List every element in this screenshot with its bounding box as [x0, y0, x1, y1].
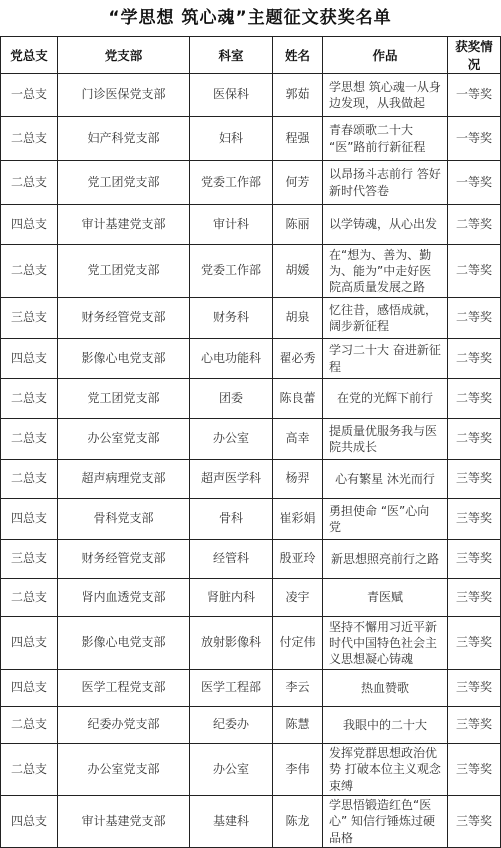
cell-work: 热血赞歌	[323, 670, 448, 707]
cell-branch: 二总支	[1, 419, 58, 460]
table-row	[1, 796, 501, 848]
table-row	[1, 379, 501, 419]
cell-work: 以昂扬斗志前行 答好新时代答卷	[323, 161, 448, 205]
cell-department: 办公室	[190, 419, 273, 460]
cell-department: 医保科	[190, 74, 273, 117]
table-row	[1, 744, 501, 796]
cell-name: 程强	[273, 117, 323, 161]
table-row	[1, 617, 501, 670]
cell-work: 以学铸魂，从心出发	[323, 205, 448, 245]
cell-award: 三等奖	[448, 707, 501, 744]
table-header-row	[1, 37, 501, 74]
cell-award: 三等奖	[448, 460, 501, 499]
cell-department: 骨科	[190, 499, 273, 540]
cell-branch: 四总支	[1, 499, 58, 540]
cell-name: 郭茹	[273, 74, 323, 117]
table-row	[1, 499, 501, 540]
cell-award: 三等奖	[448, 579, 501, 617]
cell-name: 付定伟	[273, 617, 323, 670]
cell-work: 学思想 筑心魂一从身边发现，从我做起	[323, 74, 448, 117]
header-award: 获奖情况	[448, 37, 501, 74]
cell-party-branch: 超声病理党支部	[58, 460, 190, 499]
table-row	[1, 117, 501, 161]
cell-name: 殷亚玲	[273, 540, 323, 579]
cell-name: 翟必秀	[273, 339, 323, 379]
cell-branch: 四总支	[1, 617, 58, 670]
cell-party-branch: 审计基建党支部	[58, 205, 190, 245]
cell-name: 何芳	[273, 161, 323, 205]
cell-award: 二等奖	[448, 419, 501, 460]
cell-department: 基建科	[190, 796, 273, 848]
cell-branch: 二总支	[1, 579, 58, 617]
cell-department: 心电功能科	[190, 339, 273, 379]
cell-party-branch: 财务经管党支部	[58, 540, 190, 579]
cell-award: 二等奖	[448, 298, 501, 339]
cell-award: 三等奖	[448, 540, 501, 579]
cell-party-branch: 办公室党支部	[58, 419, 190, 460]
cell-name: 凌宇	[273, 579, 323, 617]
cell-party-branch: 党工团党支部	[58, 379, 190, 419]
cell-work: 坚持不懈用习近平新时代中国特色社会主义思想凝心铸魂	[323, 617, 448, 670]
cell-party-branch: 肾内血透党支部	[58, 579, 190, 617]
cell-department: 党委工作部	[190, 245, 273, 298]
table-row	[1, 205, 501, 245]
cell-name: 崔彩娟	[273, 499, 323, 540]
cell-branch: 四总支	[1, 339, 58, 379]
table-row	[1, 245, 501, 298]
award-table	[0, 36, 501, 848]
header-work: 作品	[323, 37, 448, 74]
header-department: 科室	[190, 37, 273, 74]
cell-party-branch: 门诊医保党支部	[58, 74, 190, 117]
cell-work: 新思想照亮前行之路	[323, 540, 448, 579]
cell-name: 陈慧	[273, 707, 323, 744]
cell-award: 一等奖	[448, 117, 501, 161]
table-row	[1, 339, 501, 379]
cell-name: 胡媛	[273, 245, 323, 298]
cell-department: 党委工作部	[190, 161, 273, 205]
cell-work: 在党的光辉下前行	[323, 379, 448, 419]
cell-name: 李云	[273, 670, 323, 707]
cell-department: 放射影像科	[190, 617, 273, 670]
cell-party-branch: 影像心电党支部	[58, 339, 190, 379]
cell-branch: 一总支	[1, 74, 58, 117]
cell-branch: 二总支	[1, 117, 58, 161]
table-row	[1, 579, 501, 617]
cell-work: 心有繁星 沐光而行	[323, 460, 448, 499]
cell-work: 青春颂歌二十大 “医”路前行新征程	[323, 117, 448, 161]
cell-department: 医学工程部	[190, 670, 273, 707]
cell-work: 提质量优服务我与医院共成长	[323, 419, 448, 460]
table-row	[1, 161, 501, 205]
cell-branch: 四总支	[1, 796, 58, 848]
table-row	[1, 419, 501, 460]
cell-name: 陈丽	[273, 205, 323, 245]
cell-party-branch: 财务经管党支部	[58, 298, 190, 339]
cell-branch: 二总支	[1, 161, 58, 205]
cell-work: 勇担使命 “医”心向党	[323, 499, 448, 540]
cell-department: 审计科	[190, 205, 273, 245]
cell-department: 经管科	[190, 540, 273, 579]
page-title: “学思想 筑心魂”主题征文获奖名单	[108, 8, 392, 28]
cell-work: 学习二十大 奋进新征程	[323, 339, 448, 379]
cell-branch: 二总支	[1, 460, 58, 499]
cell-branch: 二总支	[1, 379, 58, 419]
cell-branch: 三总支	[1, 298, 58, 339]
cell-award: 二等奖	[448, 205, 501, 245]
cell-branch: 四总支	[1, 205, 58, 245]
table-row	[1, 670, 501, 707]
cell-award: 三等奖	[448, 670, 501, 707]
cell-party-branch: 审计基建党支部	[58, 796, 190, 848]
cell-department: 团委	[190, 379, 273, 419]
cell-name: 陈良蕾	[273, 379, 323, 419]
cell-department: 财务科	[190, 298, 273, 339]
cell-work: 学思悟锻造红色“医心” 知信行锤炼过硬品格	[323, 796, 448, 848]
cell-party-branch: 党工团党支部	[58, 245, 190, 298]
cell-party-branch: 医学工程党支部	[58, 670, 190, 707]
table-row	[1, 298, 501, 339]
cell-department: 办公室	[190, 744, 273, 796]
cell-award: 三等奖	[448, 744, 501, 796]
table-row	[1, 540, 501, 579]
cell-department: 妇科	[190, 117, 273, 161]
cell-name: 杨羿	[273, 460, 323, 499]
cell-name: 陈龙	[273, 796, 323, 848]
cell-work: 我眼中的二十大	[323, 707, 448, 744]
cell-party-branch: 骨科党支部	[58, 499, 190, 540]
cell-name: 胡泉	[273, 298, 323, 339]
cell-award: 三等奖	[448, 796, 501, 848]
cell-party-branch: 影像心电党支部	[58, 617, 190, 670]
cell-award: 二等奖	[448, 245, 501, 298]
cell-award: 三等奖	[448, 499, 501, 540]
cell-work: 青医赋	[323, 579, 448, 617]
cell-branch: 二总支	[1, 707, 58, 744]
table-row	[1, 74, 501, 117]
cell-work: 在“想为、善为、勤为、能为”中走好医院高质量发展之路	[323, 245, 448, 298]
cell-department: 超声医学科	[190, 460, 273, 499]
cell-award: 二等奖	[448, 379, 501, 419]
cell-party-branch: 党工团党支部	[58, 161, 190, 205]
table-row	[1, 707, 501, 744]
cell-department: 纪委办	[190, 707, 273, 744]
cell-work: 忆往昔，感悟成就，阔步新征程	[323, 298, 448, 339]
cell-department: 肾脏内科	[190, 579, 273, 617]
cell-branch: 三总支	[1, 540, 58, 579]
cell-branch: 二总支	[1, 744, 58, 796]
cell-name: 高幸	[273, 419, 323, 460]
cell-award: 二等奖	[448, 339, 501, 379]
cell-award: 一等奖	[448, 74, 501, 117]
cell-award: 一等奖	[448, 161, 501, 205]
header-branch: 党总支	[1, 37, 58, 74]
table-row	[1, 460, 501, 499]
cell-award: 三等奖	[448, 617, 501, 670]
cell-party-branch: 纪委办党支部	[58, 707, 190, 744]
cell-branch: 四总支	[1, 670, 58, 707]
cell-name: 李伟	[273, 744, 323, 796]
cell-branch: 二总支	[1, 245, 58, 298]
cell-work: 发挥党群思想政治优势 打破本位主义观念束缚	[323, 744, 448, 796]
header-party-branch: 党支部	[58, 37, 190, 74]
header-name: 姓名	[273, 37, 323, 74]
cell-party-branch: 妇产科党支部	[58, 117, 190, 161]
cell-party-branch: 办公室党支部	[58, 744, 190, 796]
